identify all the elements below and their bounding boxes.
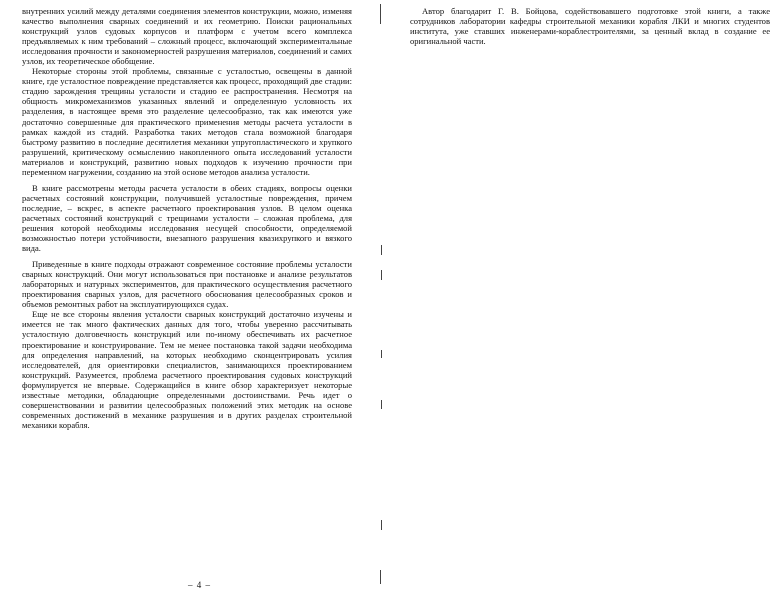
acknowledgement-paragraph: Автор благодарит Г. В. Бойцова, содействовавшего подготовке этой книги, а также сотрудников лаборатории кафедры строительной механики корабля ЛКИ и многих студентов института, уже ставших инженерами-кораблестроителями, за ценный вклад в создание ее оригинальной части. [410,6,770,47]
fold-mark [380,4,381,24]
left-paragraph-5: Еще не все стороны явления усталости сварных конструкций достаточно изучены и имеется не так много фактических данных для того, чтобы уверенно рассчитывать усталостную долговечность конструкций или по-иному обеспечивать их расчетное проектирование и конструирование. Тем не менее постановка такой задачи необходима для определения направлений, на которых необходимо сконцентрировать усилия исследователей, для ориентировки специалистов, занимающихся проектированием конструкций. Разумеется, проблема расчетного проектирования судовых конструкций формулируется не впервые. Содержащийся в книге обзор характеризует некоторые известные методики, обладающие определенными достоинствами. Речь идет о совершенствовании и развитии целесообразных положений этих методик на основе современных достижений в механике разрушения и в других разделах строительной механики корабля. [22,309,352,430]
fold-mark [381,400,382,409]
left-page [22,6,352,590]
left-paragraph-3: В книге рассмотрены методы расчета усталости в обеих стадиях, вопросы оценки расчетных состояний конструкции, получившей усталостные повреждения, причем последние, – вскрес, в аспекте расчетного проектирования узлов. В целом оценка расчетных состояний конструкций с трещинами усталости – сложная проблема, для решения которой необходимы исследования несущей способности, определяемой возможностью потери устойчивости, внезапного разрушения квазихрупкого и вязкого вида. [22,182,352,254]
fold-mark [381,520,382,530]
fold-mark [381,350,382,358]
fold-mark [381,270,382,280]
fold-mark [381,245,382,255]
left-paragraph-1: внутренних усилий между деталями соединения элементов конструкции, можно, изменяя качество выполнения сварных соединений и их геометрию. Поиски рациональных конструкций узлов судовых корпусов и платформ с учетом всего комплекса предъявляемых к ним требований – сложный процесс, включающий экспериментальные исследования прочности и закономерностей разрушения материалов, соединений и самих узлов, их теоретическое обобщение. [22,6,352,67]
left-paragraph-4: Приведенные в книге подходы отражают современное состояние проблемы усталости сварных конструкций. Они могут использоваться при постановке и анализе результатов лабораторных и натурных экспериментов, для практического осуществления расчетного проектирования сварных узлов, для расчетного обоснования целесообразных сроков и объемов ремонтных работ на эксплуатирующихся судах. [22,259,352,310]
left-paragraph-2: Некоторые стороны этой проблемы, связанные с усталостью, освещены в данной книге, где усталостное повреждение представляется как процесс, проходящий две стадии: стадию зарождения трещины усталости и стадию ее распространения. Несмотря на общность микромеханизмов указанных явлений и определенную условность их разделения, в настоящее время это разделение целесообразно, так как имеются уже достаточно совершенные для практического применения методы расчета усталости в рамках каждой из стадий. Разработка таких методов стала возможной благодаря быстрому развитию в последние десятилетия механики упругопластического и хрупкого разрушений, критическому осмыслению накопленного опыта исследований усталости материалов и конструкций, развитию новых подходов к изучению прочности при переменном нагружении, созданию на этой основе методов анализа усталости. [22,66,352,177]
fold-mark [380,570,381,584]
page-number: – 4 – [188,580,211,590]
right-page [410,6,770,126]
